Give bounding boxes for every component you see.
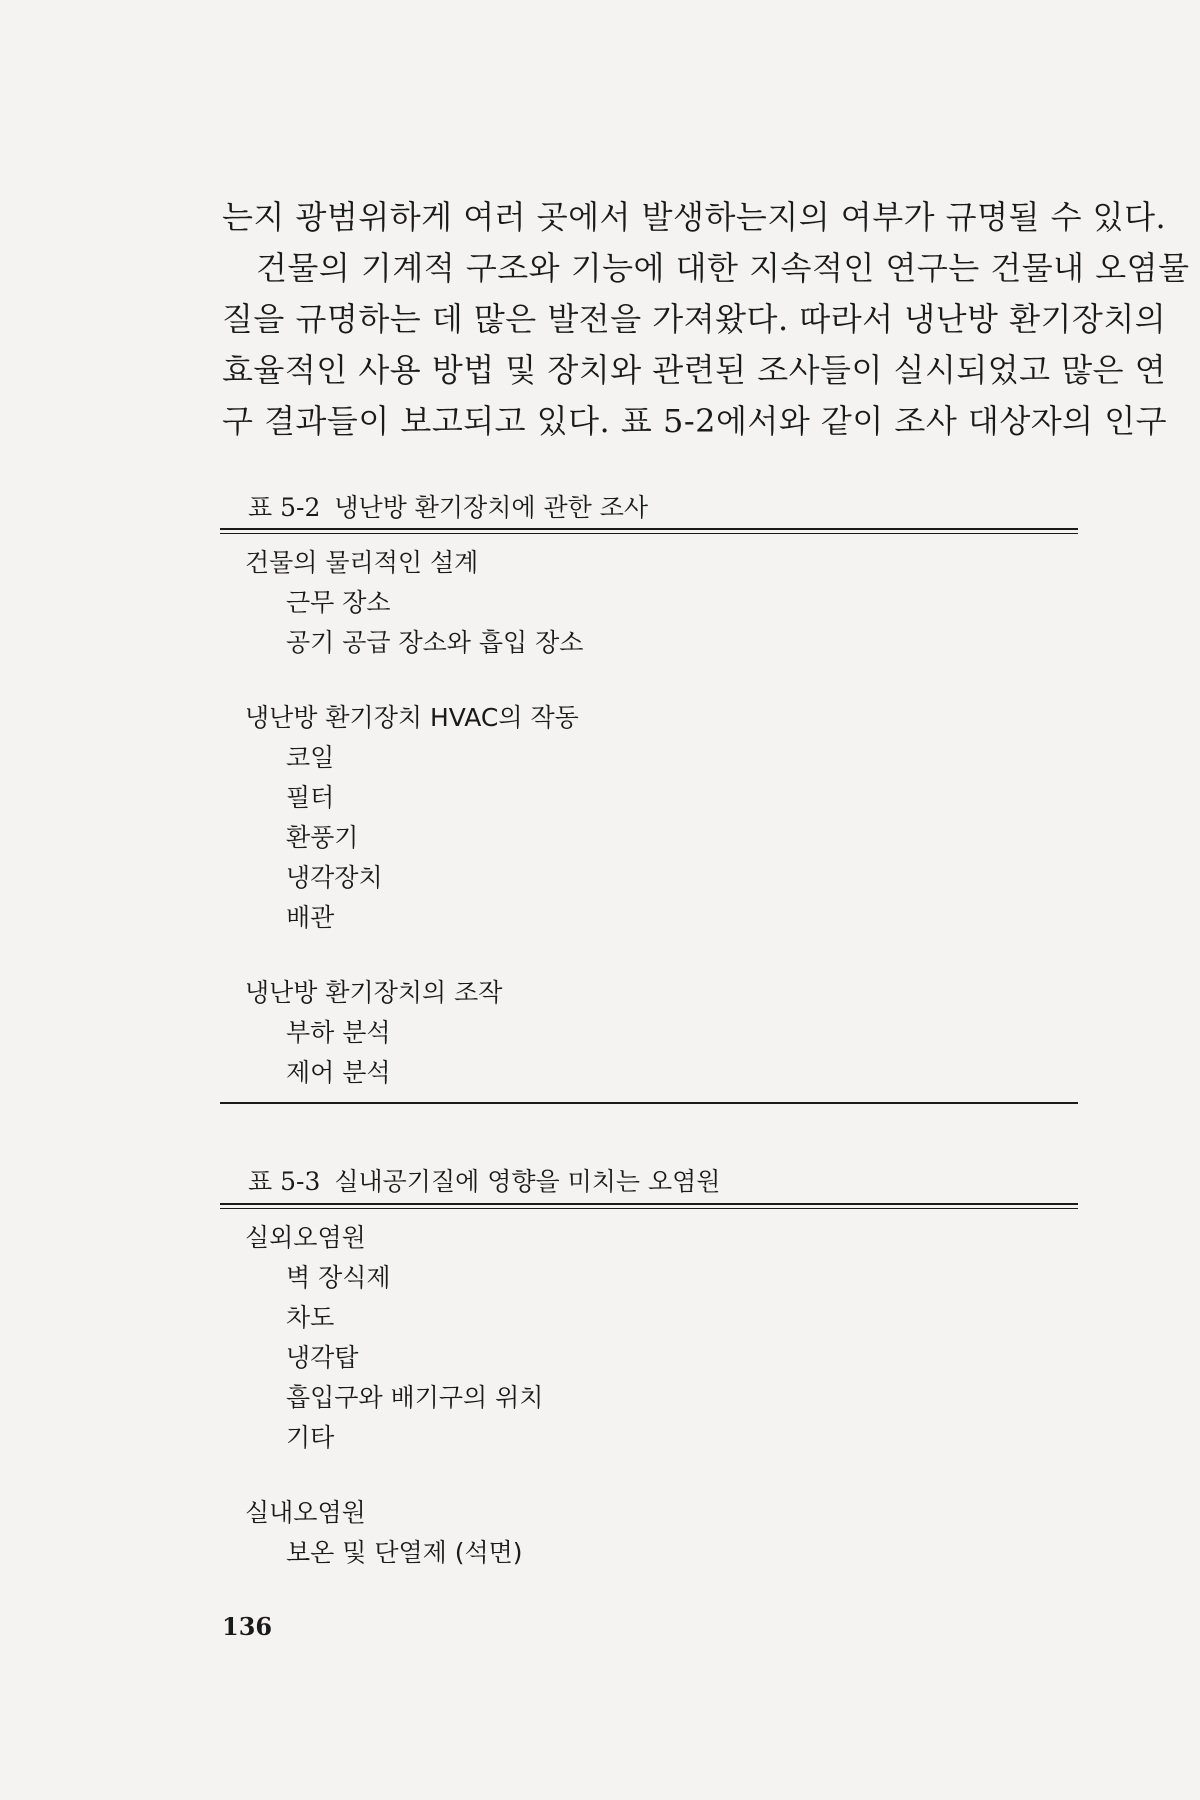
- group-heading: 냉난방 환기장치 HVAC의 작동: [245, 703, 579, 732]
- group-item: 냉각탑: [286, 1343, 359, 1372]
- group-item: 기타: [286, 1423, 335, 1452]
- table-group: [245, 543, 1065, 663]
- body-line: 질을 규명하는 데 많은 발전을 가져왔다. 따라서 냉난방 환기장치의: [222, 300, 1167, 338]
- group-heading: 건물의 물리적인 설계: [245, 548, 479, 577]
- table-5-2-title: 냉난방 환기장치에 관한 조사: [334, 493, 649, 522]
- body-line: 효율적인 사용 방법 및 장치와 관련된 조사들이 실시되었고 많은 연: [222, 351, 1167, 389]
- table-group: [245, 973, 1065, 1093]
- table-5-3-caption: [248, 1162, 720, 1198]
- group-item: 벽 장식제: [286, 1263, 391, 1292]
- table-5-3-body: [245, 1218, 1065, 1573]
- table-5-3-label: 표 5-3: [248, 1167, 321, 1196]
- group-heading: 실내오염원: [245, 1498, 366, 1527]
- table-5-2-label: 표 5-2: [248, 493, 321, 522]
- body-paragraph: [222, 192, 1190, 447]
- group-item: 공기 공급 장소와 흡입 장소: [286, 628, 584, 657]
- body-line: 는지 광범위하게 여러 곳에서 발생하는지의 여부가 규명될 수 있다.: [222, 198, 1167, 236]
- group-item: 코일: [286, 743, 335, 772]
- table-group: [245, 1493, 1065, 1573]
- group-item: 근무 장소: [286, 588, 391, 617]
- group-item: 보온 및 단열제 (석면): [286, 1538, 523, 1567]
- group-item: 제어 분석: [286, 1058, 391, 1087]
- table-group: [245, 698, 1065, 938]
- table-5-3-top-rule: [220, 1203, 1078, 1209]
- group-item: 부하 분석: [286, 1018, 391, 1047]
- group-item: 흡입구와 배기구의 위치: [286, 1383, 544, 1412]
- group-item: 필터: [286, 783, 335, 812]
- table-5-3-title: 실내공기질에 영향을 미치는 오염원: [334, 1167, 721, 1196]
- group-heading: 실외오염원: [245, 1223, 366, 1252]
- table-5-2-caption: [248, 488, 648, 524]
- table-5-2-bottom-rule: [220, 1102, 1078, 1104]
- group-item: 냉각장치: [286, 863, 383, 892]
- table-5-2-top-rule: [220, 528, 1078, 534]
- body-line: 건물의 기계적 구조와 기능에 대한 지속적인 연구는 건물내 오염물: [256, 249, 1190, 287]
- group-item: 차도: [286, 1303, 335, 1332]
- page-number: 136: [222, 1612, 273, 1641]
- body-line: 구 결과들이 보고되고 있다. 표 5-2에서와 같이 조사 대상자의 인구: [222, 402, 1168, 440]
- group-item: 배관: [286, 903, 335, 932]
- group-heading: 냉난방 환기장치의 조작: [245, 978, 503, 1007]
- table-group: [245, 1218, 1065, 1458]
- table-5-2-body: [245, 543, 1065, 1093]
- group-item: 환풍기: [286, 823, 359, 852]
